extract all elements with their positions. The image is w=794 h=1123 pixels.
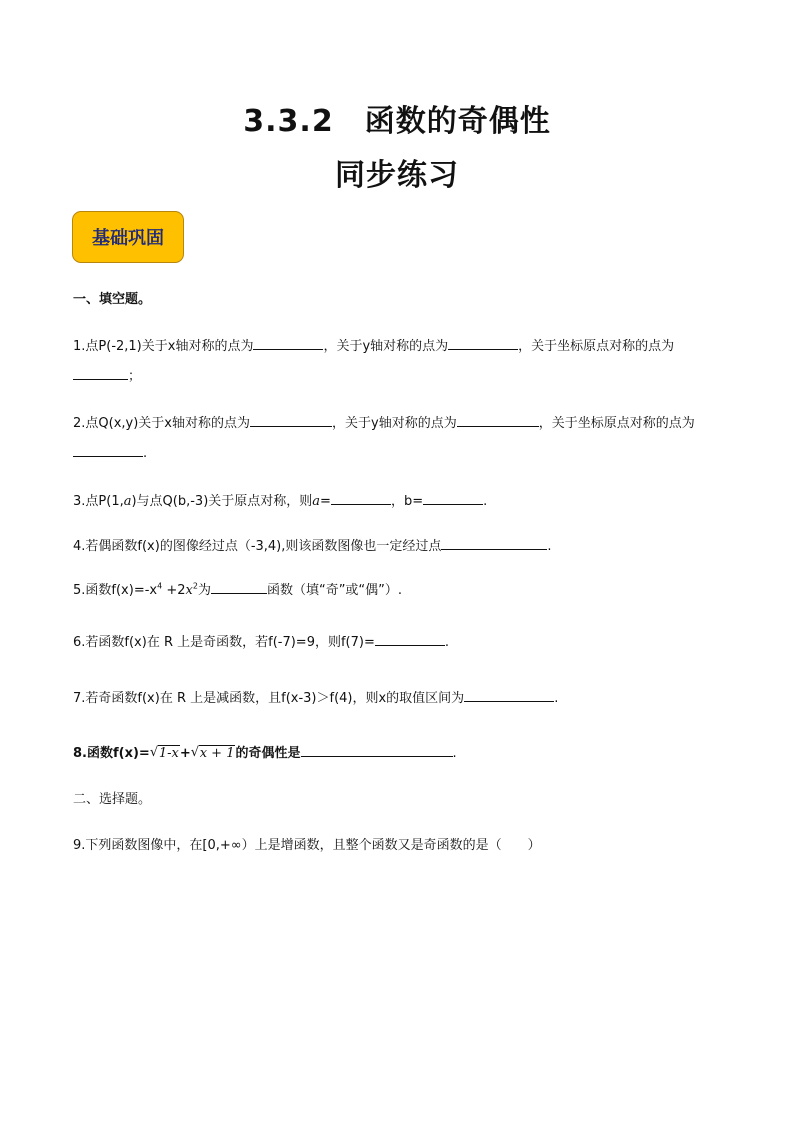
section-fill-in: 一、填空题。 — [73, 292, 152, 307]
answer-blank[interactable] — [301, 744, 453, 757]
answer-blank[interactable] — [375, 633, 445, 646]
question-2-cont: . — [73, 444, 147, 462]
page-title: 3.3.2 函数的奇偶性 — [243, 104, 551, 139]
answer-blank[interactable] — [211, 581, 267, 594]
question-9: 9.下列函数图像中，在[0,+∞）上是增函数，且整个函数又是奇函数的是（ ） — [73, 838, 541, 853]
question-2: 2.点Q(x,y)关于x轴对称的点为 ，关于y轴对称的点为 ，关于坐标原点对称的点为 — [73, 416, 695, 431]
question-6: 6.若函数f(x)在 R 上是奇函数，若f(-7)=9，则f(7)= . — [73, 635, 449, 650]
question-3: 3.点P(1,a)与点Q(b,-3)关于原点对称，则a= ，b= . — [73, 494, 488, 509]
answer-blank[interactable] — [253, 337, 323, 350]
question-8: 8.函数f(x)=√ 1-x+√ x + 1的奇偶性是 . — [73, 744, 457, 762]
question-4: 4.若偶函数f(x)的图像经过点（-3,4),则该函数图像也一定经过点 . — [73, 539, 552, 554]
answer-blank[interactable] — [73, 367, 128, 380]
question-1-cont: ； — [73, 367, 141, 385]
question-7: 7.若奇函数f(x)在 R 上是减函数，且f(x-3)＞f(4)，则x的取值区间为 . — [73, 691, 559, 706]
section-badge: 基础巩固 — [72, 211, 184, 263]
answer-blank[interactable] — [73, 444, 143, 457]
answer-blank[interactable] — [464, 689, 554, 702]
sqrt-symbol: √ x + 1 — [191, 746, 236, 762]
section-multiple-choice: 二、选择题。 — [73, 792, 152, 807]
answer-blank[interactable] — [441, 537, 547, 550]
question-5: 5.函数$f(x)=-x^4 +2x^2$为 函数（填“奇”或“偶”）. — [73, 581, 403, 598]
question-1: 1.点P(-2,1)关于x轴对称的点为 ，关于y轴对称的点为 ，关于坐标原点对称的点为 — [73, 339, 675, 354]
page-subtitle: 同步练习 — [335, 158, 459, 193]
answer-blank[interactable] — [331, 492, 391, 505]
answer-blank[interactable] — [423, 492, 483, 505]
answer-blank[interactable] — [457, 414, 539, 427]
answer-blank[interactable] — [250, 414, 332, 427]
sqrt-symbol: √ 1-x — [150, 746, 180, 762]
answer-blank[interactable] — [448, 337, 518, 350]
